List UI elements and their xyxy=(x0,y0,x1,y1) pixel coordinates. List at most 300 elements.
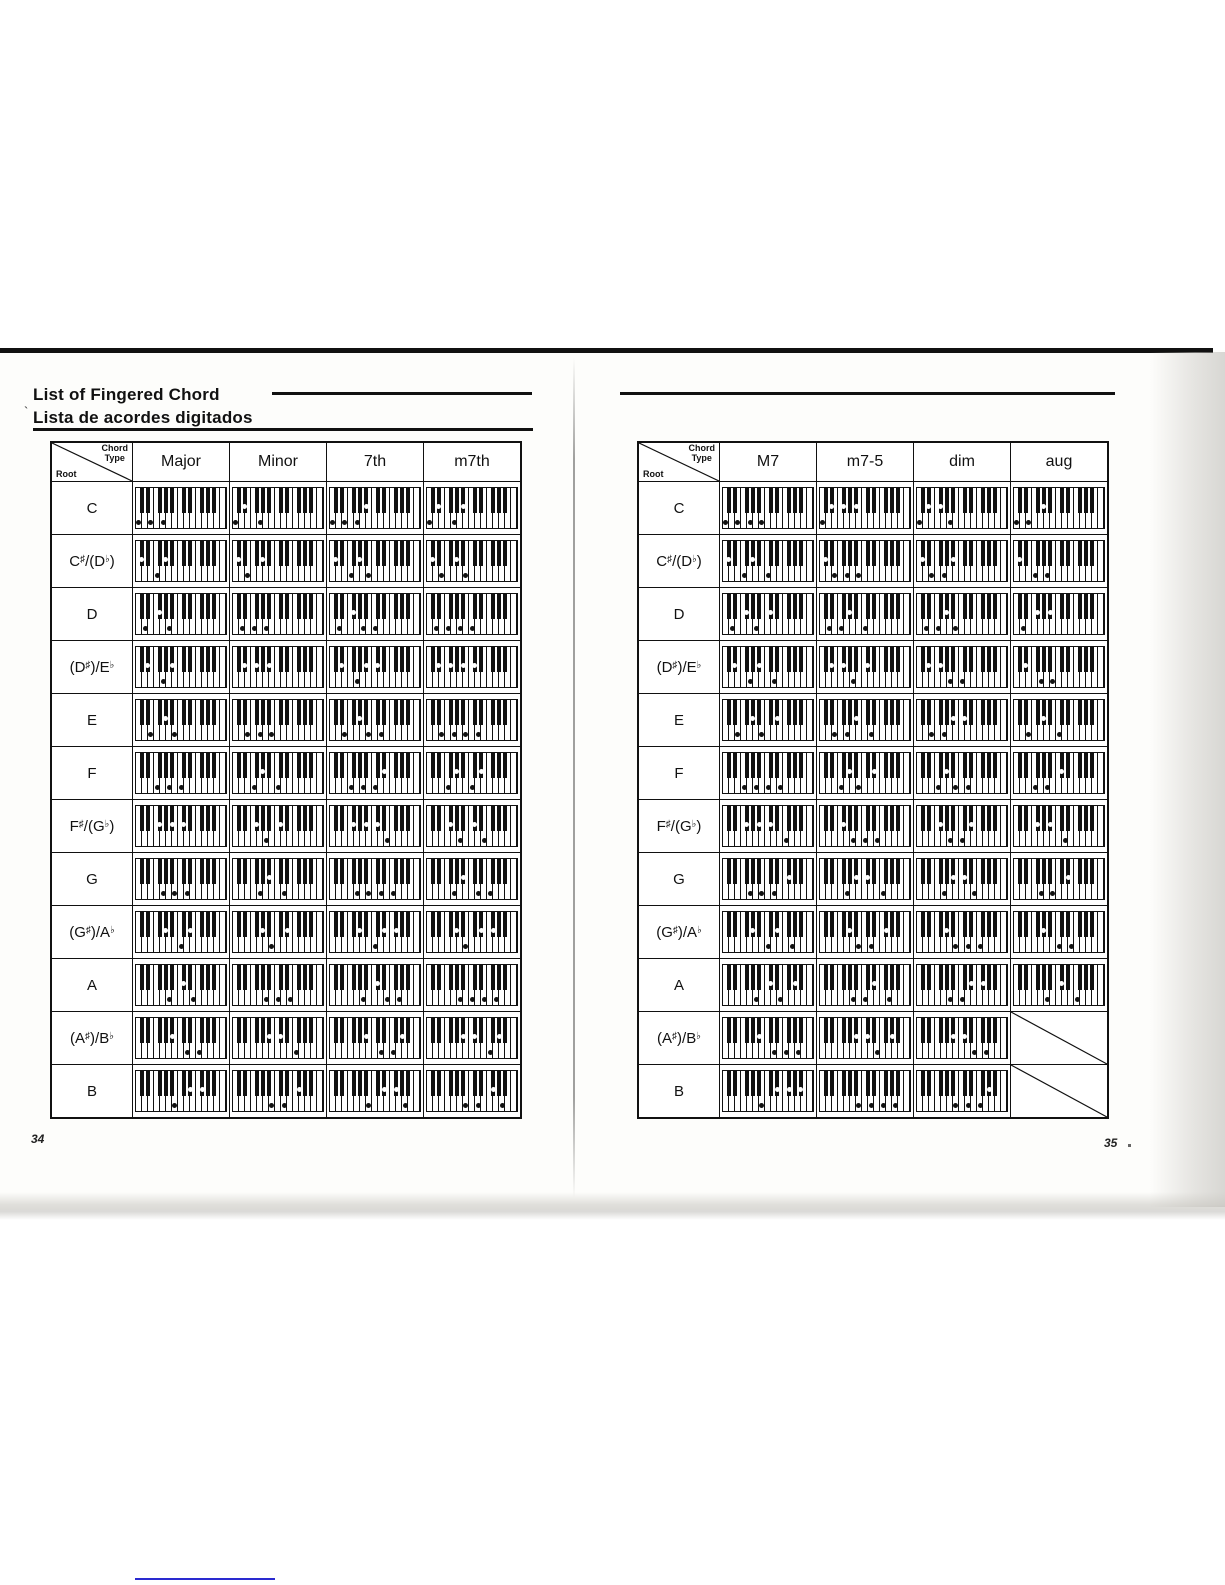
black-key xyxy=(237,1071,241,1096)
black-key xyxy=(745,965,749,990)
black-key xyxy=(921,753,925,778)
black-key xyxy=(757,859,761,884)
black-key xyxy=(824,488,828,513)
black-key xyxy=(1060,806,1064,831)
black-key xyxy=(769,912,773,937)
white-key xyxy=(807,594,813,634)
black-key xyxy=(406,700,410,725)
keyboard-diagram xyxy=(426,593,518,635)
black-key xyxy=(854,1018,858,1043)
black-key xyxy=(146,1018,150,1043)
black-key xyxy=(884,806,888,831)
black-key xyxy=(206,965,210,990)
keyboard-diagram xyxy=(329,699,421,741)
black-key xyxy=(1048,594,1052,619)
black-key xyxy=(394,647,398,672)
black-key xyxy=(497,806,501,831)
black-key xyxy=(981,594,985,619)
keyboard-wrapper xyxy=(135,911,227,953)
black-key xyxy=(212,806,216,831)
black-key xyxy=(939,488,943,513)
black-key xyxy=(1042,541,1046,566)
black-key xyxy=(297,700,301,725)
black-key xyxy=(491,700,495,725)
black-key xyxy=(945,700,949,725)
chord-diagram-cell xyxy=(327,641,424,694)
black-key xyxy=(842,594,846,619)
chord-diagram-cell xyxy=(230,1065,327,1119)
black-key xyxy=(727,1071,731,1096)
black-key xyxy=(285,594,289,619)
black-key xyxy=(140,647,144,672)
pressed-key-marker xyxy=(476,891,481,896)
chord-diagram-cell xyxy=(424,853,522,906)
black-key xyxy=(267,700,271,725)
black-key xyxy=(799,859,803,884)
pressed-key-marker xyxy=(143,626,148,631)
chord-diagram-cell xyxy=(1011,535,1109,588)
pressed-key-marker xyxy=(1021,626,1026,631)
root-label-cell: (D♯)/E♭ xyxy=(638,641,720,694)
black-key xyxy=(733,594,737,619)
chord-diagram-cell xyxy=(817,588,914,641)
pressed-key-marker xyxy=(458,626,463,631)
chord-diagram-cell xyxy=(230,694,327,747)
corner-label-chord-type: Chord Type xyxy=(688,443,715,463)
keyboard-wrapper xyxy=(426,858,518,900)
black-key xyxy=(309,806,313,831)
black-key xyxy=(1042,753,1046,778)
black-key xyxy=(787,594,791,619)
black-key xyxy=(212,965,216,990)
pressed-key-marker xyxy=(872,769,877,774)
black-key xyxy=(787,753,791,778)
chord-diagram-cell xyxy=(914,906,1011,959)
keyboard-diagram xyxy=(1013,593,1105,635)
root-label-cell: B xyxy=(51,1065,133,1119)
white-key xyxy=(904,541,910,581)
black-key xyxy=(1084,488,1088,513)
black-key xyxy=(884,647,888,672)
pressed-key-marker xyxy=(972,1050,977,1055)
chord-diagram-cell xyxy=(327,694,424,747)
black-key xyxy=(799,912,803,937)
keyboard-diagram xyxy=(1013,964,1105,1006)
keyboard-wrapper xyxy=(819,487,911,529)
black-key xyxy=(455,700,459,725)
pressed-key-marker xyxy=(494,997,499,1002)
black-key xyxy=(1048,541,1052,566)
black-key xyxy=(1036,541,1040,566)
black-key xyxy=(1018,859,1022,884)
chord-diagram-cell xyxy=(424,535,522,588)
black-key xyxy=(406,806,410,831)
black-key xyxy=(1060,859,1064,884)
black-key xyxy=(394,965,398,990)
black-key xyxy=(473,1071,477,1096)
black-key xyxy=(921,700,925,725)
black-key xyxy=(164,806,168,831)
black-key xyxy=(255,753,259,778)
pressed-key-marker xyxy=(778,997,783,1002)
white-key xyxy=(1001,912,1007,952)
black-key xyxy=(751,488,755,513)
root-label-cell: (G♯)/A♭ xyxy=(51,906,133,959)
black-key xyxy=(309,859,313,884)
keyboard-wrapper xyxy=(916,646,1008,688)
keyboard-diagram xyxy=(135,805,227,847)
black-key xyxy=(182,806,186,831)
black-key xyxy=(255,1018,259,1043)
keyboard-diagram xyxy=(819,593,911,635)
black-key xyxy=(890,1018,894,1043)
table-row xyxy=(51,641,521,694)
pressed-key-marker xyxy=(869,732,874,737)
chord-diagram-cell xyxy=(720,1065,817,1119)
black-key xyxy=(981,1018,985,1043)
chord-diagram-cell xyxy=(914,959,1011,1012)
keyboard-diagram xyxy=(819,752,911,794)
black-key xyxy=(848,647,852,672)
table-row xyxy=(51,747,521,800)
black-key xyxy=(473,541,477,566)
black-key xyxy=(799,594,803,619)
chord-diagram-cell xyxy=(817,906,914,959)
keyboard-wrapper xyxy=(819,699,911,741)
black-key xyxy=(182,700,186,725)
black-key xyxy=(479,753,483,778)
black-key xyxy=(394,488,398,513)
black-key xyxy=(182,912,186,937)
pressed-key-marker xyxy=(482,838,487,843)
black-key xyxy=(479,965,483,990)
keyboard-wrapper xyxy=(232,964,324,1006)
keyboard-diagram xyxy=(426,540,518,582)
black-key xyxy=(927,753,931,778)
black-key xyxy=(921,1071,925,1096)
root-label-cell: D xyxy=(51,588,133,641)
black-key xyxy=(200,647,204,672)
black-key xyxy=(297,541,301,566)
black-key xyxy=(303,594,307,619)
black-key xyxy=(334,753,338,778)
chord-diagram-cell xyxy=(817,482,914,535)
white-key xyxy=(1001,647,1007,687)
black-key xyxy=(309,965,313,990)
corner-header-cell xyxy=(51,442,133,482)
black-key xyxy=(1078,753,1082,778)
black-key xyxy=(182,859,186,884)
black-key xyxy=(261,594,265,619)
black-key xyxy=(406,541,410,566)
black-key xyxy=(437,806,441,831)
root-label-cell: (D♯)/E♭ xyxy=(51,641,133,694)
black-key xyxy=(1048,647,1052,672)
black-key xyxy=(170,806,174,831)
black-key xyxy=(854,753,858,778)
white-key xyxy=(220,700,226,740)
black-key xyxy=(890,912,894,937)
black-key xyxy=(981,965,985,990)
black-key xyxy=(993,488,997,513)
black-key xyxy=(376,647,380,672)
black-key xyxy=(1036,753,1040,778)
black-key xyxy=(866,1071,870,1096)
white-key xyxy=(807,912,813,952)
black-key xyxy=(939,965,943,990)
keyboard-wrapper xyxy=(1013,540,1105,582)
black-key xyxy=(455,541,459,566)
black-key xyxy=(1078,806,1082,831)
chord-diagram-cell xyxy=(914,853,1011,906)
keyboard-wrapper xyxy=(135,964,227,1006)
black-key xyxy=(769,753,773,778)
black-key xyxy=(479,594,483,619)
black-key xyxy=(212,594,216,619)
black-key xyxy=(830,1071,834,1096)
black-key xyxy=(987,488,991,513)
black-key xyxy=(479,1071,483,1096)
black-key xyxy=(927,541,931,566)
pressed-key-marker xyxy=(869,1103,874,1108)
pressed-key-marker xyxy=(790,944,795,949)
pressed-key-marker xyxy=(757,822,762,827)
column-header-0: Major xyxy=(133,442,230,482)
black-key xyxy=(364,647,368,672)
black-key xyxy=(927,912,931,937)
black-key xyxy=(745,912,749,937)
black-key xyxy=(848,806,852,831)
black-key xyxy=(1066,806,1070,831)
keyboard-wrapper xyxy=(916,540,1008,582)
white-key xyxy=(904,965,910,1005)
black-key xyxy=(872,1071,876,1096)
pressed-key-marker xyxy=(488,1050,493,1055)
black-key xyxy=(733,806,737,831)
black-key xyxy=(787,700,791,725)
chord-diagram-cell xyxy=(230,747,327,800)
black-key xyxy=(969,647,973,672)
black-key xyxy=(1042,488,1046,513)
black-key xyxy=(963,1071,967,1096)
pressed-key-marker xyxy=(869,944,874,949)
black-key xyxy=(449,1018,453,1043)
pressed-key-marker xyxy=(349,785,354,790)
black-key xyxy=(854,594,858,619)
black-key xyxy=(376,1071,380,1096)
pressed-key-marker xyxy=(775,928,780,933)
pressed-key-marker xyxy=(1063,838,1068,843)
pressed-key-marker xyxy=(969,981,974,986)
black-key xyxy=(400,1071,404,1096)
black-key xyxy=(1018,594,1022,619)
pressed-key-marker xyxy=(984,1050,989,1055)
black-key xyxy=(376,488,380,513)
black-key xyxy=(775,965,779,990)
black-key xyxy=(309,1018,313,1043)
keyboard-diagram xyxy=(232,540,324,582)
pressed-key-marker xyxy=(942,732,947,737)
black-key xyxy=(158,488,162,513)
table-row xyxy=(51,959,521,1012)
black-key xyxy=(309,647,313,672)
keyboard-diagram xyxy=(232,1017,324,1059)
black-key xyxy=(793,912,797,937)
black-key xyxy=(382,647,386,672)
black-key xyxy=(285,753,289,778)
black-key xyxy=(1084,965,1088,990)
chord-diagram-cell xyxy=(327,535,424,588)
black-key xyxy=(824,647,828,672)
white-key xyxy=(511,647,517,687)
pressed-key-marker xyxy=(766,573,771,578)
footer-link-underline[interactable] xyxy=(135,1578,275,1580)
empty-cell-diagonal-icon xyxy=(1011,1012,1107,1064)
keyboard-diagram xyxy=(1013,487,1105,529)
black-key xyxy=(927,859,931,884)
black-key xyxy=(200,753,204,778)
corner-header-cell xyxy=(638,442,720,482)
pressed-key-marker xyxy=(942,891,947,896)
black-key xyxy=(170,965,174,990)
black-key xyxy=(951,1071,955,1096)
black-key xyxy=(503,965,507,990)
page-bottom-shadow xyxy=(0,1192,1225,1220)
pressed-key-marker xyxy=(355,520,360,525)
black-key xyxy=(364,594,368,619)
black-key xyxy=(799,753,803,778)
black-key xyxy=(884,859,888,884)
pressed-key-marker xyxy=(170,822,175,827)
black-key xyxy=(182,1071,186,1096)
black-key xyxy=(267,859,271,884)
black-key xyxy=(285,541,289,566)
black-key xyxy=(824,541,828,566)
chord-diagram-cell xyxy=(133,588,230,641)
black-key xyxy=(733,488,737,513)
keyboard-wrapper xyxy=(916,593,1008,635)
keyboard-wrapper xyxy=(232,646,324,688)
keyboard-diagram xyxy=(426,487,518,529)
black-key xyxy=(285,859,289,884)
pressed-key-marker xyxy=(400,1034,405,1039)
pressed-key-marker xyxy=(1057,944,1062,949)
pressed-key-marker xyxy=(772,679,777,684)
black-key xyxy=(872,541,876,566)
black-key xyxy=(431,1071,435,1096)
keyboard-wrapper xyxy=(1013,858,1105,900)
pressed-key-marker xyxy=(252,785,257,790)
table-row xyxy=(638,588,1108,641)
black-key xyxy=(431,859,435,884)
black-key xyxy=(824,1018,828,1043)
black-key xyxy=(751,647,755,672)
black-key xyxy=(757,488,761,513)
pressed-key-marker xyxy=(185,1050,190,1055)
white-key xyxy=(904,912,910,952)
black-key xyxy=(1060,488,1064,513)
black-key xyxy=(951,647,955,672)
black-key xyxy=(455,1018,459,1043)
pressed-key-marker xyxy=(379,732,384,737)
pressed-key-marker xyxy=(470,626,475,631)
black-key xyxy=(775,806,779,831)
black-key xyxy=(479,700,483,725)
black-key xyxy=(158,541,162,566)
black-key xyxy=(461,647,465,672)
pressed-key-marker xyxy=(1045,785,1050,790)
black-key xyxy=(364,1071,368,1096)
black-key xyxy=(1078,541,1082,566)
black-key xyxy=(745,859,749,884)
black-key xyxy=(394,806,398,831)
black-key xyxy=(497,1071,501,1096)
black-key xyxy=(939,647,943,672)
white-key xyxy=(317,912,323,952)
black-key xyxy=(1036,488,1040,513)
white-key xyxy=(511,700,517,740)
black-key xyxy=(890,753,894,778)
black-key xyxy=(146,700,150,725)
black-key xyxy=(303,700,307,725)
pressed-key-marker xyxy=(851,838,856,843)
pressed-key-marker xyxy=(361,626,366,631)
black-key xyxy=(824,700,828,725)
chord-diagram-cell xyxy=(720,906,817,959)
black-key xyxy=(1024,647,1028,672)
pressed-key-marker xyxy=(185,891,190,896)
black-key xyxy=(951,806,955,831)
black-key xyxy=(799,1071,803,1096)
pressed-key-marker xyxy=(476,1103,481,1108)
black-key xyxy=(279,806,283,831)
black-key xyxy=(896,594,900,619)
black-key xyxy=(267,1071,271,1096)
black-key xyxy=(981,541,985,566)
column-header-0: M7 xyxy=(720,442,817,482)
white-key xyxy=(1001,965,1007,1005)
black-key xyxy=(866,594,870,619)
black-key xyxy=(243,700,247,725)
pressed-key-marker xyxy=(258,891,263,896)
keyboard-diagram xyxy=(916,805,1008,847)
black-key xyxy=(787,859,791,884)
black-key xyxy=(297,965,301,990)
black-key xyxy=(1048,912,1052,937)
table-row xyxy=(638,959,1108,1012)
black-key xyxy=(939,753,943,778)
black-key xyxy=(400,965,404,990)
black-key xyxy=(473,488,477,513)
black-key xyxy=(890,1071,894,1096)
white-key xyxy=(414,859,420,899)
white-key xyxy=(511,965,517,1005)
pressed-key-marker xyxy=(461,875,466,880)
black-key xyxy=(237,700,241,725)
black-key xyxy=(243,806,247,831)
black-key xyxy=(297,647,301,672)
black-key xyxy=(334,647,338,672)
black-key xyxy=(358,912,362,937)
chord-diagram-cell xyxy=(720,800,817,853)
chord-diagram-cell xyxy=(817,800,914,853)
white-key xyxy=(414,965,420,1005)
keyboard-wrapper xyxy=(426,805,518,847)
page-number-left: 34 xyxy=(31,1132,45,1146)
white-key xyxy=(414,806,420,846)
black-key xyxy=(793,806,797,831)
keyboard-wrapper xyxy=(135,540,227,582)
